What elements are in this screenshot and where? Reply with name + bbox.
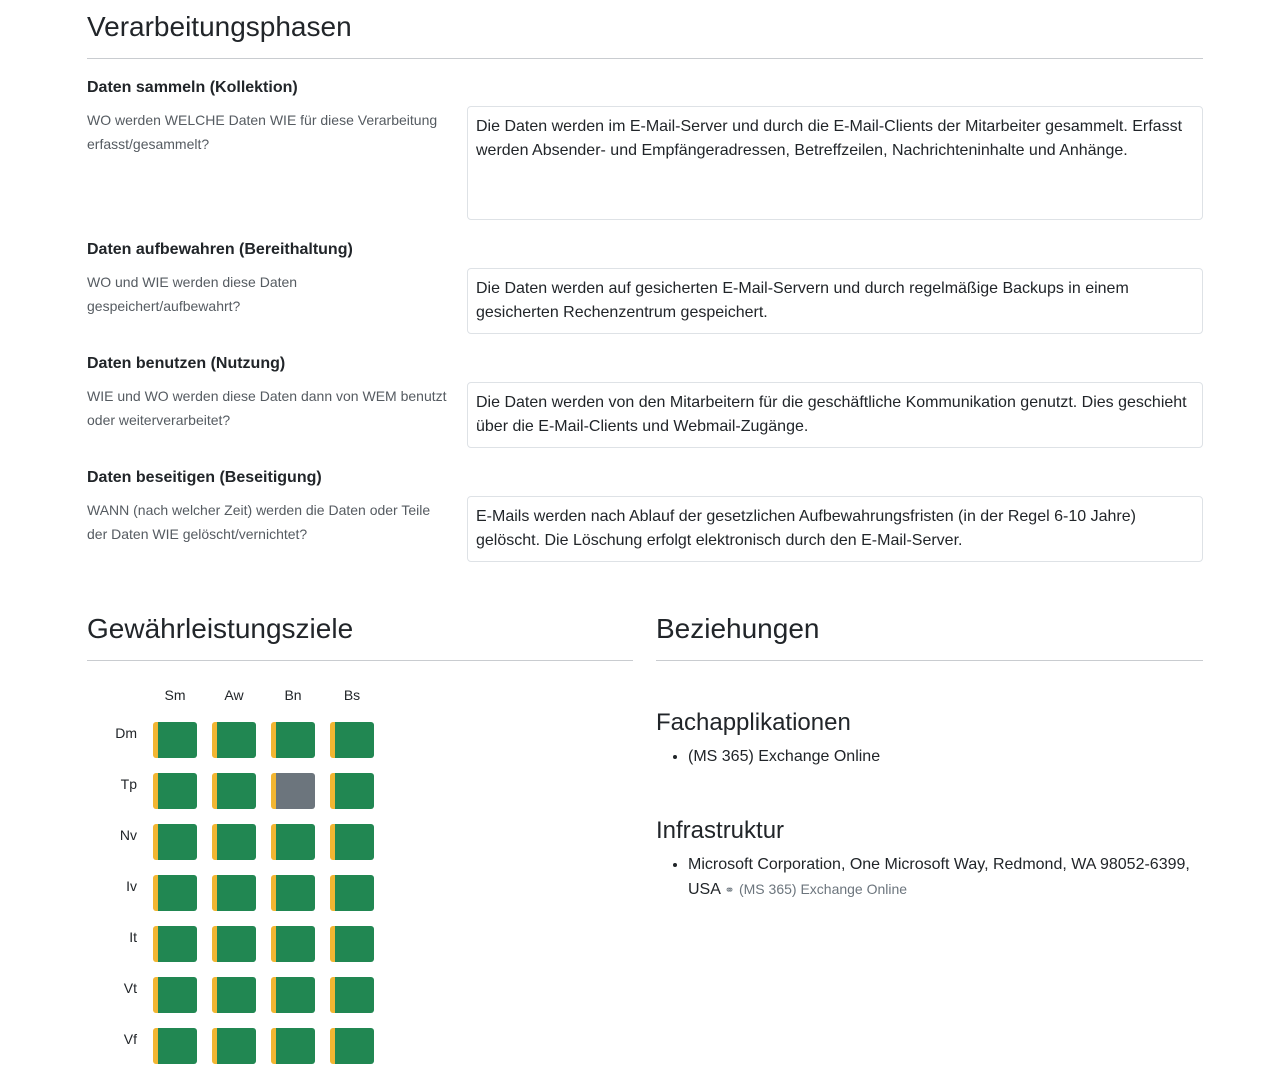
phase-answer-field[interactable]: Die Daten werden im E-Mail-Server und durch die E-Mail-Clients der Mitarbeiter gesammelt. Erfasst werden Absender- und Empfängeradressen, Betreffzeilen, Nachrichteninhalte und Anhänge.: [467, 106, 1203, 220]
goal-cell-vf-bn[interactable]: [271, 1028, 315, 1064]
goal-cell-vf-aw[interactable]: [212, 1028, 256, 1064]
goal-cell-vt-bn[interactable]: [271, 977, 315, 1013]
matrix-row-header: Vt: [123, 980, 137, 996]
goal-cell-dm-bs[interactable]: [330, 722, 374, 758]
link-icon: ⚭: [724, 883, 735, 897]
infrastruktur-list: [656, 853, 1203, 902]
goal-cell-iv-aw[interactable]: [212, 875, 256, 911]
goal-cell-it-bs[interactable]: [330, 926, 374, 962]
phase-title: Daten aufbewahren (Bereithaltung): [87, 241, 353, 258]
list-item[interactable]: • (MS 365) Exchange Online: [688, 745, 1208, 769]
phase-answer-field[interactable]: Die Daten werden auf gesicherten E-Mail-Servern und durch regelmäßige Backups in einem gesicherten Rechenzentrum gespeichert.: [467, 268, 1203, 334]
matrix-row-header: Iv: [126, 878, 137, 894]
matrix-row-header: Tp: [120, 776, 137, 792]
phase-question: WO und WIE werden diese Daten gespeichert/aufbewahrt?: [87, 274, 298, 314]
phase-question: WANN (nach welcher Zeit) werden die Daten oder Teile der Daten WIE gelöscht/vernichtet?: [87, 502, 431, 542]
goal-cell-tp-sm[interactable]: [153, 773, 197, 809]
goal-cell-vt-sm[interactable]: [153, 977, 197, 1013]
goal-cell-dm-aw[interactable]: [212, 722, 256, 758]
infrastruktur-title: Infrastruktur: [656, 817, 785, 844]
goal-cell-it-aw[interactable]: [212, 926, 256, 962]
goal-cell-nv-bn[interactable]: [271, 824, 315, 860]
matrix-row-header: It: [129, 929, 137, 945]
fachapplikationen-title: Fachapplikationen: [656, 709, 851, 736]
phase-title: Daten sammeln (Kollektion): [87, 79, 298, 96]
goals-title: Gewährleistungsziele: [87, 613, 354, 644]
phase-usage: [87, 354, 1203, 435]
matrix-column-header: Bs: [343, 687, 361, 703]
matrix-row-header: Vf: [123, 1031, 137, 1047]
goal-cell-tp-bn[interactable]: [271, 773, 315, 809]
phase-title: Daten beseitigen (Beseitigung): [87, 469, 322, 486]
goal-cell-vf-bs[interactable]: [330, 1028, 374, 1064]
goal-cell-vf-sm[interactable]: [153, 1028, 197, 1064]
infrastruktur-provider[interactable]: Microsoft Corporation, One Microsoft Way, Redmond, WA 98052-6399, USA: [688, 856, 1190, 898]
relations-title: Beziehungen: [656, 613, 820, 644]
phase-question: WIE und WO werden diese Daten dann von WEM benutzt oder weiterverarbeitet?: [87, 388, 447, 428]
relations-divider: [656, 660, 1203, 661]
goal-cell-iv-bs[interactable]: [330, 875, 374, 911]
goal-cell-dm-bn[interactable]: [271, 722, 315, 758]
goals-divider: [87, 660, 633, 661]
goal-cell-vt-bs[interactable]: [330, 977, 374, 1013]
goals-matrix: [87, 680, 387, 1070]
goal-cell-vt-aw[interactable]: [212, 977, 256, 1013]
phases-title: Verarbeitungsphasen: [87, 11, 352, 42]
matrix-column-header: Aw: [224, 687, 244, 703]
goal-cell-tp-aw[interactable]: [212, 773, 256, 809]
phases-divider: [87, 58, 1203, 59]
phase-collection: [87, 78, 1203, 159]
goal-cell-nv-aw[interactable]: [212, 824, 256, 860]
fachapplikationen-list: [656, 745, 1208, 769]
list-item[interactable]: [688, 853, 1203, 902]
matrix-row-header: Nv: [119, 827, 137, 843]
goal-cell-iv-sm[interactable]: [153, 875, 197, 911]
matrix-column-header: Bn: [284, 687, 302, 703]
phase-disposal: [87, 468, 1203, 549]
linked-application[interactable]: (MS 365) Exchange Online: [738, 881, 908, 897]
phase-storage: [87, 240, 1203, 321]
matrix-column-header: Sm: [164, 687, 186, 703]
phase-answer-field[interactable]: Die Daten werden von den Mitarbeitern für die geschäftliche Kommunikation genutzt. Dies geschieht über die E-Mail-Clients und Webmail-Zugänge.: [467, 382, 1203, 448]
goal-cell-dm-sm[interactable]: [153, 722, 197, 758]
phase-title: Daten benutzen (Nutzung): [87, 355, 286, 372]
goal-cell-nv-sm[interactable]: [153, 824, 197, 860]
phase-question: WO werden WELCHE Daten WIE für diese Verarbeitung erfasst/gesammelt?: [87, 112, 438, 152]
matrix-row-header: Dm: [115, 725, 137, 741]
goal-cell-it-sm[interactable]: [153, 926, 197, 962]
goal-cell-tp-bs[interactable]: [330, 773, 374, 809]
goal-cell-iv-bn[interactable]: [271, 875, 315, 911]
goal-cell-nv-bs[interactable]: [330, 824, 374, 860]
phase-answer-field[interactable]: E-Mails werden nach Ablauf der gesetzlichen Aufbewahrungsfristen (in der Regel 6-10 Jahre) gelöscht. Die Löschung erfolgt elektronisch durch den E-Mail-Server.: [467, 496, 1203, 562]
goal-cell-it-bn[interactable]: [271, 926, 315, 962]
